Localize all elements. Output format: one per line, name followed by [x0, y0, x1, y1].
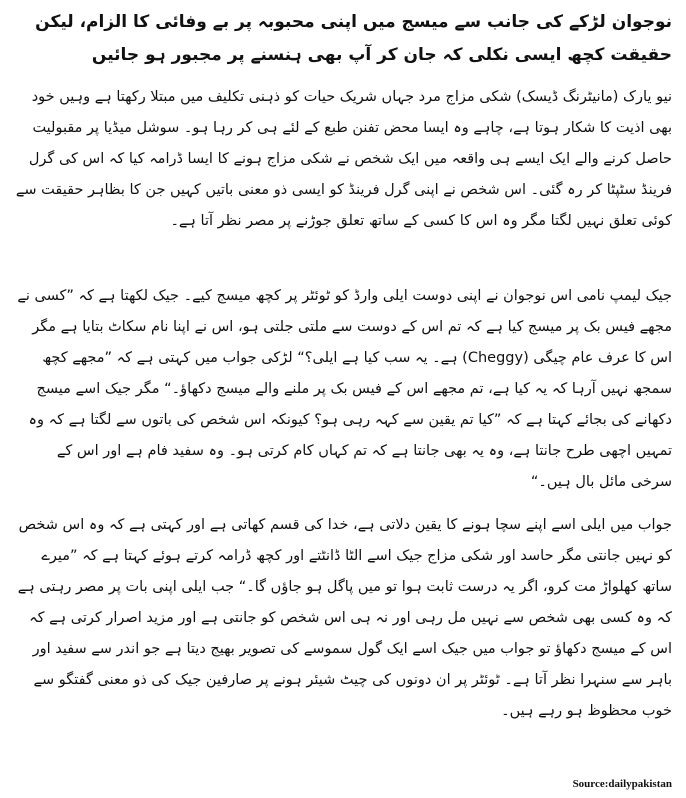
article-body — [14, 6, 672, 739]
article-paragraph-3: جواب میں ایلی اسے اپنے سچا ہونے کا یقین دلاتی ہے، خدا کی قسم کھاتی ہے اور کہتی ہے کہ وہ اس شخص کو نہیں جانتی مگر حاسد اور شکی مزاج جیک اسے الٹا ڈانٹتے اور کچھ ڈرامہ کرتے ہوئے کہتا ہے کہ ”میرے ساتھ کھلواڑ مت کرو، اگر یہ درست ثابت ہوا تو میں پاگل ہو جاؤں گا۔“ جب ایلی اپنی بات پر مصر رہتی ہے کہ وہ کسی بھی شخص سے نہیں مل رہی اور نہ ہی اس شخص کو جانتی ہے اور مزید اصرار کرتی ہے کہ اس کے میسج دکھاؤ تو جواب میں جیک اسے ایک گول سموسے کی تصویر بھیج دیتا ہے جو اندر سے سفید اور باہر سے سنہرا نظر آتا ہے۔ ٹوئٹر پر ان دونوں کی چیٹ شیئر ہونے پر صارفین جیک کی ذو معنی گفتگو سے خوب محظوظ ہو رہے ہیں۔ — [17, 517, 672, 719]
article-paragraph-1: نیو یارک (مانیٹرنگ ڈیسک) شکی مزاج مرد جہاں شریک حیات کو ذہنی تکلیف میں مبتلا رکھتا ہے وہیں خود بھی اذیت کا شکار ہوتا ہے، چاہے وہ ایسا محض تفنن طبع کے لئے ہی کر رہا ہو۔ سوشل میڈیا پر مقبولیت حاصل کرنے والے ایک ایسے ہی واقعہ میں ایک شخص نے شکی مزاج ہونے کا ایسا ڈرامہ کیا کہ اس کی گرل فرینڈ سٹپٹا کر رہ گئی۔ اس شخص نے اپنی گرل فرینڈ کو ایسی ذو معنی باتیں کہیں جن کا بظاہر حقیقت سے کوئی تعلق نہیں لگتا مگر وہ اس کا کسی کے ساتھ تعلق جوڑنے پر مصر نظر آتا ہے۔ — [15, 89, 672, 229]
source-credit: Source:dailypakistan — [572, 778, 672, 790]
article-paragraph-2: جیک لیمپ نامی اس نوجوان نے اپنی دوست ایلی وارڈ کو ٹوئٹر پر کچھ میسج کیے۔ جیک لکھتا ہے کہ ”کسی نے مجھے فیس بک پر میسج کیا ہے کہ تم اس کے دوست سے ملتی جلتی ہو، اس نے اپنا نام سکاٹ بتایا ہے مگر اس کا عرف عام چیگی (Cheggy) ہے۔ یہ سب کیا ہے ایلی؟“ لڑکی جواب میں کہتی ہے کہ ”مجھے کچھ سمجھ نہیں آرہا کہ یہ کیا ہے، تم مجھے اس کے فیس بک پر ملنے والے میسج دکھاؤ۔“ مگر جیک اسے میسج دکھانے کی بجائے کہتا ہے کہ ”کیا تم یقین سے کہہ رہی ہو؟ کیونکہ اس شخص کی باتوں سے لگتا ہے کہ وہ تمہیں اچھی طرح جانتا ہے، وہ یہ بھی جانتا ہے کہ تم کہاں کام کرتی ہو۔ وہ سفید فام ہے اور اس کے سرخی مائل بال ہیں۔“ — [17, 288, 672, 490]
article-headline: نوجوان لڑکے کی جانب سے میسج میں اپنی محبوبہ پر بے وفائی کا الزام، لیکن حقیقت کچھ ایسی نکلی کہ جان کر آپ بھی ہنسنے پر مجبور ہو جائیں — [35, 12, 672, 65]
